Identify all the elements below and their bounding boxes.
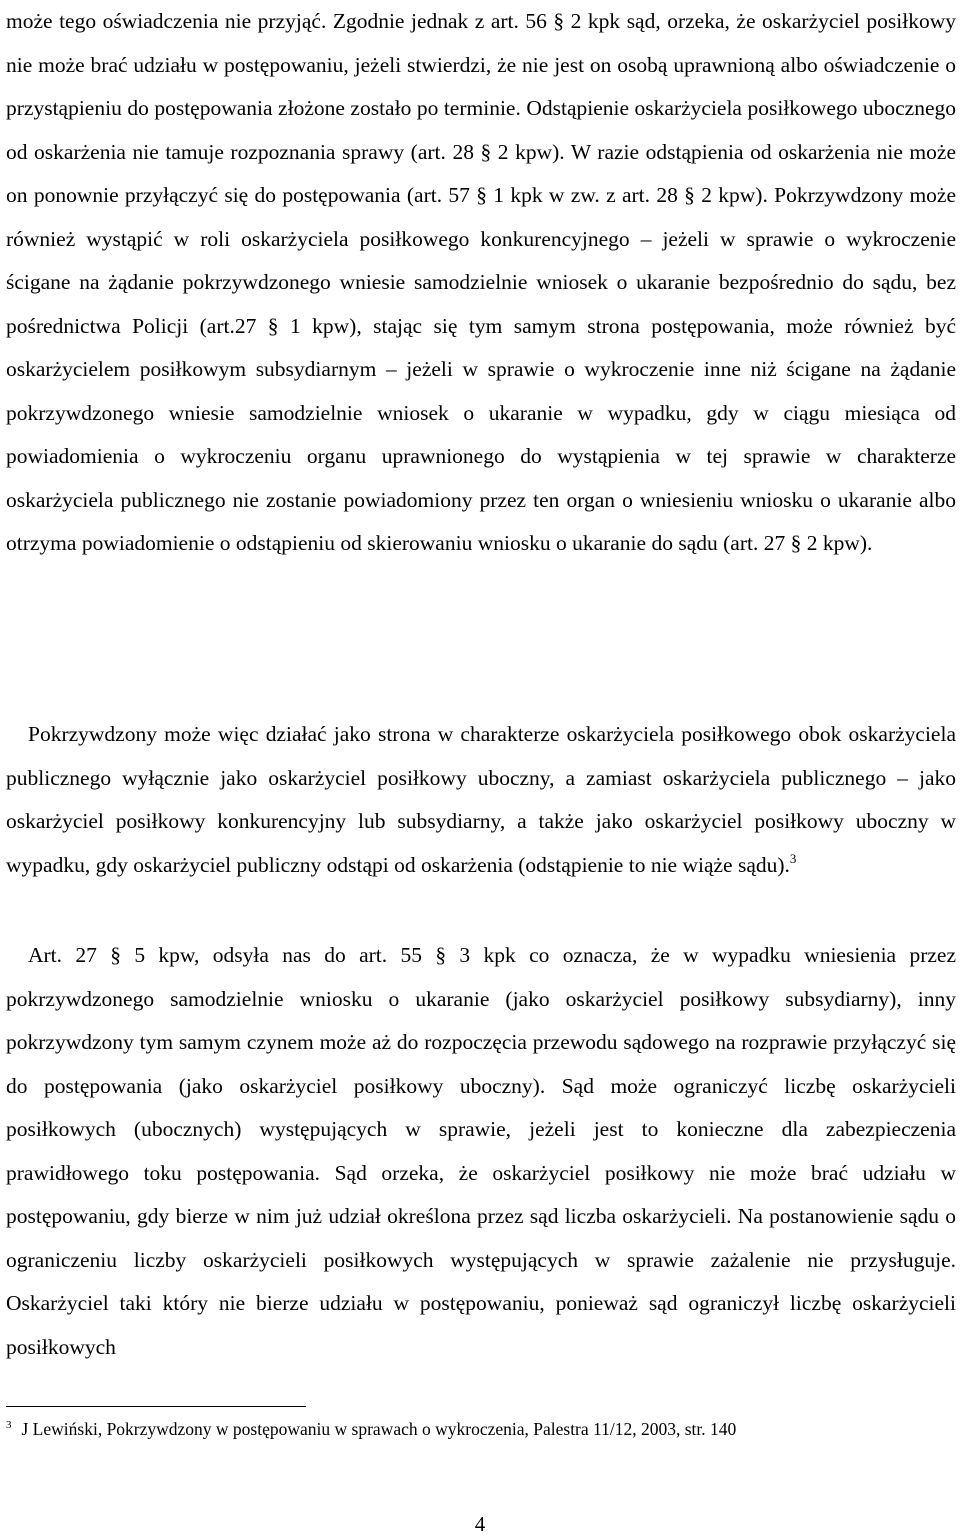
footnote-mark: 3 — [6, 1419, 12, 1431]
paragraph-1-text: może tego oświadczenia nie przyjąć. Zgodnie jednak z art. 56 § 2 kpk sąd, orzeka, że oskarżyciel posiłkowy nie może brać udziału w postępowaniu, jeżeli stwierdzi, że nie jest on osobą uprawnioną albo oświadczenie o przystąpieniu do postępowania złożone zostało po terminie. Odstąpienie oskarżyciela posiłkowego ubocznego od oskarżenia nie tamuje rozpoznania sprawy (art. 28 § 2 kpw). W razie odstąpienia od oskarżenia nie może on ponownie przyłączyć się do postępowania (art. 57 § 1 kpk w zw. z art. 28 § 2 kpw). Pokrzywdzony może również wystąpić w roli oskarżyciela posiłkowego konkurencyjnego – jeżeli w sprawie o wykroczenie ścigane na żądanie pokrzywdzonego wniesie samodzielnie wniosek o ukaranie bezpośrednio do sądu, bez pośrednictwa Policji (art.27 § 1 kpw), stając się tym samym strona postępowania, może również być oskarżycielem posiłkowym subsydiarnym – jeżeli w sprawie o wykroczenie inne niż ścigane na żądanie pokrzywdzonego wniesie samodzielnie wniosek o ukaranie w wypadku, gdy w ciągu miesiąca od powiadomienia o wykroczeniu organu uprawnionego do wystąpienia w tej sprawie w charakterze oskarżyciela publicznego nie zostanie powiadomiony przez ten organ o wniesieniu wniosku o ukaranie albo otrzyma powiadomienie o odstąpieniu od skierowaniu wniosku o ukaranie do sądu (art. 27 § 2 kpw). — [6, 9, 956, 555]
paragraph-2 — [6, 713, 956, 887]
paragraph-3-text: Art. 27 § 5 kpw, odsyła nas do art. 55 § 3 kpk co oznacza, że w wypadku wniesienia przez pokrzywdzonego samodzielnie wniosku o ukaranie (jako oskarżyciel posiłkowy subsydiarny), inny pokrzywdzony tym samym czynem może aż do rozpoczęcia przewodu sądowego na rozprawie przyłączyć się do postępowania (jako oskarżyciel posiłkowy uboczny). Sąd może ograniczyć liczbę oskarżycieli posiłkowych (ubocznych) występujących w sprawie, jeżeli jest to konieczne dla zabezpieczenia prawidłowego toku postępowania. Sąd orzeka, że oskarżyciel posiłkowy nie może brać udziału w postępowaniu, gdy bierze w nim już udział określona przez sąd liczba oskarżycieli. Na postanowienie sądu o ograniczeniu liczby oskarżycieli posiłkowych występujących w sprawie zażalenie nie przysługuje. Oskarżyciel taki który nie bierze udziału w postępowaniu, ponieważ sąd ograniczył liczbę oskarżycieli posiłkowych — [6, 943, 956, 1359]
page-number: 4 — [474, 1512, 486, 1536]
paragraph-1 — [6, 0, 956, 566]
paragraph-3 — [6, 934, 956, 1369]
paragraph-2-text: Pokrzywdzony może więc działać jako strona w charakterze oskarżyciela posiłkowego obok oskarżyciela publicznego wyłącznie jako oskarżyciel posiłkowy uboczny, a zamiast oskarżyciela publicznego – jako oskarżyciel posiłkowy konkurencyjny lub subsydiarny, a także jako oskarżyciel posiłkowy uboczny w wypadku, gdy oskarżyciel publiczny odstąpi od oskarżenia (odstąpienie to nie wiąże sądu). — [6, 722, 956, 877]
footnote — [6, 1415, 956, 1443]
footnote-reference[interactable]: 3 — [789, 850, 797, 866]
footnote-text: J Lewiński, Pokrzywdzony w postępowaniu w sprawach o wykroczenia, Palestra 11/12, 2003, str. 140 — [21, 1419, 737, 1439]
footnote-separator — [6, 1406, 306, 1407]
